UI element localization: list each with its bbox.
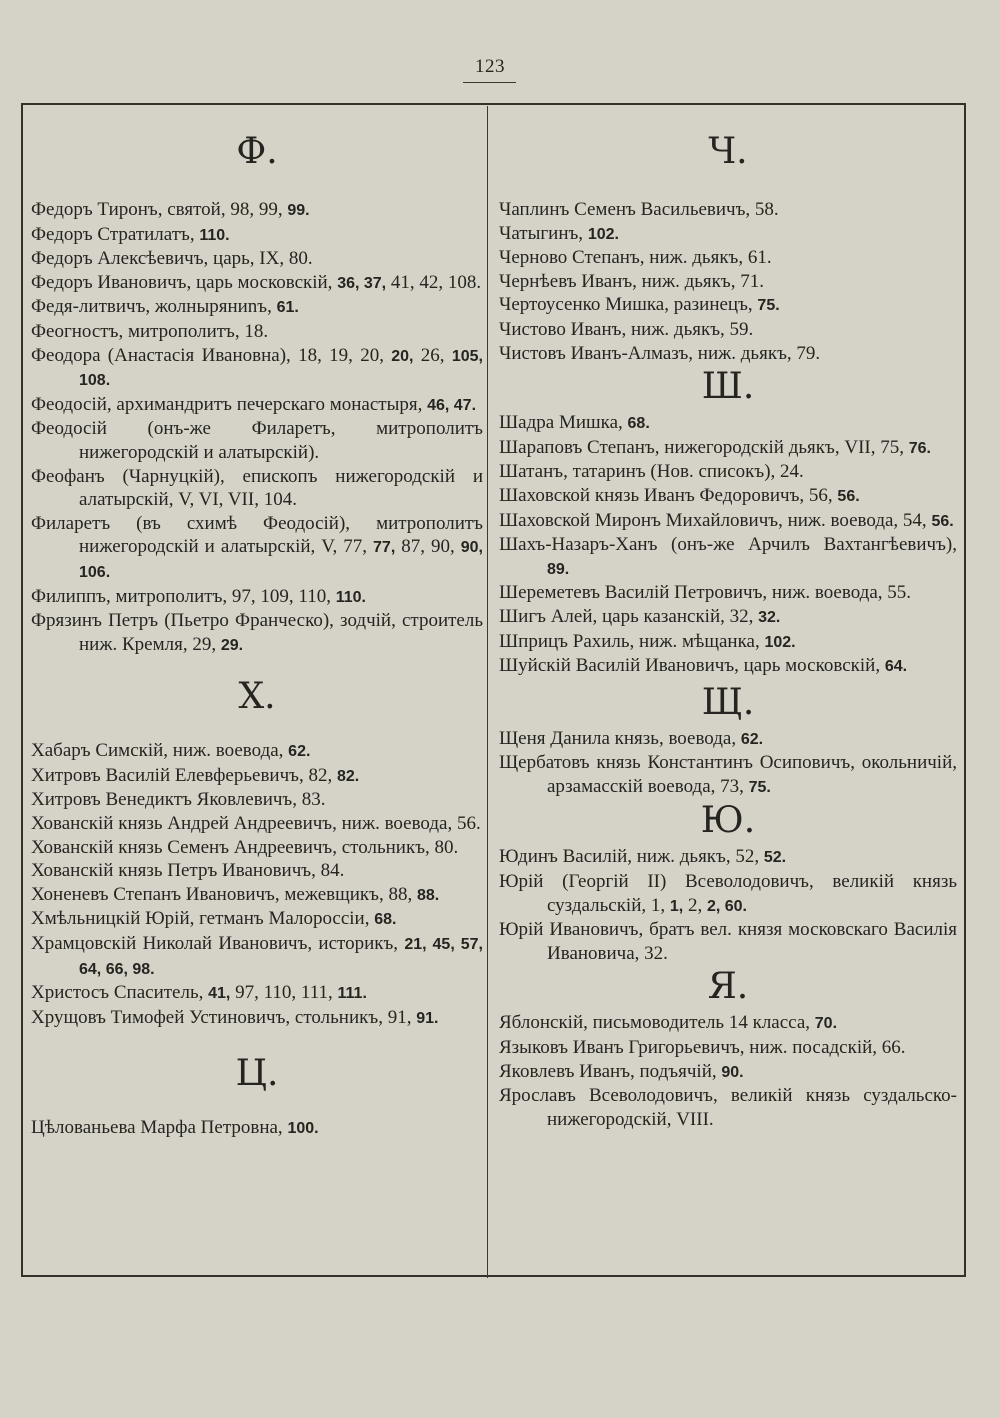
entry-text: Филиппъ, митрополитъ, 97, 109, 110, bbox=[31, 585, 336, 607]
page-reference-bold: 64. bbox=[884, 658, 908, 676]
entry-text: Хитровъ Василій Елевферьевичъ, 82, bbox=[31, 764, 337, 786]
entry-text: Яковлевъ Иванъ, подъячій, bbox=[499, 1060, 722, 1082]
section-letter-heading: Щ. bbox=[701, 681, 755, 723]
page-reference-bold: 89. bbox=[547, 560, 570, 578]
index-entry bbox=[499, 1011, 957, 1036]
entry-text: 41, 42, 108. bbox=[386, 271, 482, 293]
entry-text: Чистовъ Иванъ-Алмазъ, ниж. дьякъ, 79. bbox=[499, 342, 821, 364]
index-entry bbox=[499, 605, 957, 630]
entry-text: Фрязинъ Петръ (Пьетро Франческо), зодчій, строитель ниж. Кремля, 29, bbox=[31, 610, 483, 655]
entry-text: Щербатовъ князь Константинъ Осиповичъ, окольничій, арзамасскій воевода, 73, bbox=[499, 752, 957, 797]
entry-text: Хитровъ Венедиктъ Яковлевичъ, 83. bbox=[31, 789, 326, 811]
entry-text: 2, bbox=[683, 894, 707, 916]
index-entry bbox=[31, 393, 483, 418]
index-entry bbox=[31, 836, 483, 860]
index-entry bbox=[31, 247, 483, 271]
entry-text: Хоненевъ Степанъ Ивановичъ, межевщикъ, 88, bbox=[31, 883, 417, 905]
page-reference-bold: 82. bbox=[337, 767, 360, 785]
index-entry bbox=[31, 907, 483, 932]
page-reference-bold: 88. bbox=[416, 886, 440, 904]
entry-text: Щеня Данила князь, воевода, bbox=[499, 727, 741, 749]
entry-text: Феофанъ (Чарнуцкій), епископъ нижегородскій и алатырскій, V, VI, VII, 104. bbox=[31, 465, 483, 511]
entry-text: Черново Степанъ, ниж. дьякъ, 61. bbox=[499, 247, 772, 269]
entry-text: Феодосій (онъ-же Филаретъ, митрополитъ нижегородскій и алатырскій). bbox=[31, 418, 483, 463]
index-entry bbox=[31, 764, 483, 789]
index-entry bbox=[31, 788, 483, 812]
index-entry bbox=[31, 344, 483, 393]
entry-text: 26, bbox=[413, 344, 452, 366]
page-reference-bold: 62. bbox=[740, 730, 764, 748]
entry-text: Шуйскій Василій Ивановичъ, царь московскій, bbox=[499, 655, 885, 677]
entry-text: Филаретъ (въ схимѣ Феодосій), митрополитъ нижегородскій и алатырскій, V, 77, bbox=[31, 512, 483, 558]
index-entry bbox=[499, 318, 957, 342]
index-entry bbox=[499, 460, 957, 484]
index-entry bbox=[499, 533, 957, 581]
entry-text: Чатыгинъ, bbox=[499, 222, 588, 244]
section-letter-heading: Ю. bbox=[700, 800, 756, 842]
section-letter-heading: Ц. bbox=[235, 1053, 279, 1095]
page-reference-bold: 29. bbox=[220, 636, 244, 654]
entry-text: Цѣлованьева Марфа Петровна, bbox=[31, 1117, 288, 1139]
index-entry bbox=[31, 465, 483, 512]
index-entry bbox=[499, 293, 957, 318]
page-reference-bold: 52. bbox=[763, 849, 787, 867]
section-letter-heading: Х. bbox=[238, 676, 276, 718]
index-entry bbox=[499, 751, 957, 799]
entry-text: Яблонскій, письмоводитель 14 класса, bbox=[499, 1012, 815, 1034]
entry-text: Ярославъ Всеволодовичъ, великій князь суздальско-нижегородскій, VIII. bbox=[499, 1085, 957, 1130]
entry-text: Федя-литвичъ, жолныряниnъ, bbox=[31, 296, 277, 318]
index-entry bbox=[31, 223, 483, 248]
index-entry bbox=[31, 417, 483, 464]
page-reference-bold: 90, 106. bbox=[79, 539, 483, 581]
index-entry bbox=[499, 246, 957, 270]
page-reference-bold: 2, 60. bbox=[706, 897, 747, 915]
entry-text: Шахъ-Назаръ-Ханъ (онъ-же Арчилъ Вахтангѣевичъ), bbox=[499, 534, 957, 556]
index-entry bbox=[499, 222, 957, 247]
page-reference-bold: 46, 47. bbox=[427, 396, 477, 414]
index-entry bbox=[499, 630, 957, 655]
entry-text: Федоръ Алексѣевичъ, царь, IX, 80. bbox=[31, 248, 313, 270]
section-letter-heading: Ш. bbox=[701, 366, 755, 408]
page-reference-bold: 61. bbox=[276, 299, 299, 317]
page-number: 123 bbox=[475, 56, 505, 77]
index-entry bbox=[31, 1006, 483, 1031]
left-column bbox=[31, 120, 483, 1141]
entry-text: Шадра Мишка, bbox=[499, 412, 628, 434]
entry-text: 97, 110, 111, bbox=[230, 982, 338, 1004]
index-entry bbox=[499, 727, 957, 752]
index-entry bbox=[499, 198, 957, 222]
page-reference-bold: 41, bbox=[208, 985, 231, 1003]
entry-text: Шаховской Миронъ Михайловичъ, ниж. воевода, 54, bbox=[499, 509, 932, 531]
page-reference-bold: 75. bbox=[757, 297, 780, 315]
entry-text: Хованскій князь Семенъ Андреевичъ, стольникъ, 80. bbox=[31, 836, 459, 858]
entry-text: Федоръ Ивановичъ, царь московскій, bbox=[31, 271, 338, 293]
entry-text: Хрущовъ Тимофей Устиновичъ, стольникъ, 91, bbox=[31, 1006, 417, 1028]
index-entry bbox=[31, 295, 483, 320]
index-entry bbox=[31, 883, 483, 908]
entry-text: Храмцовскій Николай Ивановичъ, историкъ, bbox=[31, 933, 405, 955]
index-entry bbox=[499, 654, 957, 679]
index-entry bbox=[31, 609, 483, 657]
page-reference-bold: 32. bbox=[758, 608, 781, 626]
entry-text: Чертоусенко Мишка, разинецъ, bbox=[499, 294, 758, 316]
page-reference-bold: 77, bbox=[373, 539, 396, 557]
page-reference-bold: 90. bbox=[721, 1063, 744, 1081]
index-entry bbox=[499, 918, 957, 965]
page-reference-bold: 68. bbox=[627, 415, 650, 433]
page-reference-bold: 111. bbox=[337, 985, 367, 1003]
entry-text: Юрій Ивановичъ, братъ вел. князя московскаго Василія Ивановича, 32. bbox=[499, 919, 957, 964]
index-entry bbox=[499, 1036, 957, 1060]
entry-text: Шатанъ, татаринъ (Нов. списокъ), 24. bbox=[499, 461, 804, 483]
page-reference-bold: 102. bbox=[764, 633, 796, 651]
page-reference-bold: 56. bbox=[931, 512, 954, 530]
entry-text: 87, 90, bbox=[395, 536, 461, 558]
page-reference-bold: 110. bbox=[199, 226, 230, 244]
page-reference-bold: 91. bbox=[416, 1009, 439, 1027]
entry-text: Чаплинъ Семенъ Васильевичъ, 58. bbox=[499, 199, 779, 220]
index-entry bbox=[499, 870, 957, 918]
page-reference-bold: 70. bbox=[814, 1015, 838, 1033]
index-entry bbox=[499, 1084, 957, 1131]
entry-text: Шараповъ Степанъ, нижегородскій дьякъ, VII, 75, bbox=[499, 436, 909, 458]
index-entry bbox=[499, 484, 957, 509]
entry-text: Феогностъ, митрополитъ, 18. bbox=[31, 320, 269, 342]
right-column bbox=[499, 120, 957, 1131]
entry-text: Хабаръ Симскій, ниж. воевода, bbox=[31, 740, 289, 762]
page-reference-bold: 1, bbox=[669, 897, 684, 915]
page-reference-bold: 68. bbox=[374, 911, 397, 929]
page-reference-bold: 56. bbox=[837, 487, 860, 505]
page-reference-bold: 99 bbox=[287, 202, 306, 219]
entry-text: Юдинъ Василій, ниж. дьякъ, 52, bbox=[499, 846, 764, 868]
column-divider bbox=[487, 106, 488, 1278]
index-entry bbox=[499, 342, 957, 366]
index-entry bbox=[31, 932, 483, 981]
page-reference-bold: 21, 45, 57, 64, 66, 98. bbox=[79, 936, 483, 978]
index-entry bbox=[499, 1060, 957, 1085]
entry-text: Шаховской князь Иванъ Федоровичъ, 56, bbox=[499, 484, 838, 506]
page-reference-bold: . bbox=[305, 202, 310, 219]
entry-text: Шереметевъ Василій Петровичъ, ниж. воевода, 55. bbox=[499, 582, 912, 604]
index-entry bbox=[499, 581, 957, 605]
page-reference-bold: 102. bbox=[587, 225, 619, 243]
page-reference-bold: 100. bbox=[287, 1120, 319, 1138]
page-reference-bold: 76. bbox=[908, 439, 931, 457]
entry-text: Хованскій князь Петръ Ивановичъ, 84. bbox=[31, 860, 345, 882]
entry-text: Хованскій князь Андрей Андреевичъ, ниж. воевода, 56. bbox=[31, 813, 481, 835]
index-entry bbox=[499, 436, 957, 461]
page-number-rule bbox=[463, 82, 516, 83]
entry-text: Языковъ Иванъ Григорьевичъ, ниж. посадскій, 66. bbox=[499, 1037, 906, 1059]
index-entry bbox=[499, 845, 957, 870]
index-entry bbox=[31, 981, 483, 1006]
index-entry bbox=[31, 739, 483, 764]
entry-text: Федоръ Стратилатъ, bbox=[31, 223, 200, 245]
section-letter-heading: Ф. bbox=[236, 131, 278, 172]
index-entry bbox=[499, 411, 957, 436]
section-letter-heading: Я. bbox=[707, 966, 749, 1008]
entry-text: Феодора (Анастасія Ивановна), 18, 19, 20, bbox=[31, 344, 392, 366]
page-reference-bold: 110. bbox=[335, 588, 366, 606]
entry-text: Чернѣевъ Иванъ, ниж. дьякъ, 71. bbox=[499, 270, 764, 292]
entry-text: Христосъ Спаситель, bbox=[31, 982, 209, 1004]
index-entry bbox=[31, 512, 483, 585]
page-reference-bold: 105, 108. bbox=[79, 347, 483, 390]
section-letter-heading: Ч. bbox=[708, 131, 748, 172]
entry-text: Хмѣльницкій Юрій, гетманъ Малороссіи, bbox=[31, 908, 375, 930]
page-reference-bold: 36, 37, bbox=[337, 274, 387, 292]
index-entry bbox=[31, 859, 483, 883]
index-entry bbox=[499, 509, 957, 534]
index-entry bbox=[31, 271, 483, 296]
page-reference-bold: 75. bbox=[748, 778, 771, 796]
index-entry bbox=[31, 812, 483, 836]
entry-text: Шигъ Алей, царь казанскій, 32, bbox=[499, 605, 759, 627]
entry-text: Шприцъ Рахиль, ниж. мѣщанка, bbox=[499, 630, 765, 652]
index-entry bbox=[31, 585, 483, 610]
entry-text: Чистово Иванъ, ниж. дьякъ, 59. bbox=[499, 318, 754, 340]
page-reference-bold: 20, bbox=[391, 347, 414, 365]
index-entry bbox=[31, 320, 483, 344]
entry-text: Феодосій, архимандритъ печерскаго монастыря, bbox=[31, 393, 428, 415]
index-entry bbox=[31, 198, 483, 223]
index-entry bbox=[31, 1116, 483, 1141]
index-entry bbox=[499, 270, 957, 294]
entry-text: Юрій (Георгій II) Всеволодовичъ, великій князь суздальскій, 1, bbox=[499, 871, 957, 916]
page-reference-bold: 62. bbox=[288, 743, 311, 761]
entry-text: Федоръ Тиронъ, святой, 98, 99, bbox=[31, 199, 288, 220]
